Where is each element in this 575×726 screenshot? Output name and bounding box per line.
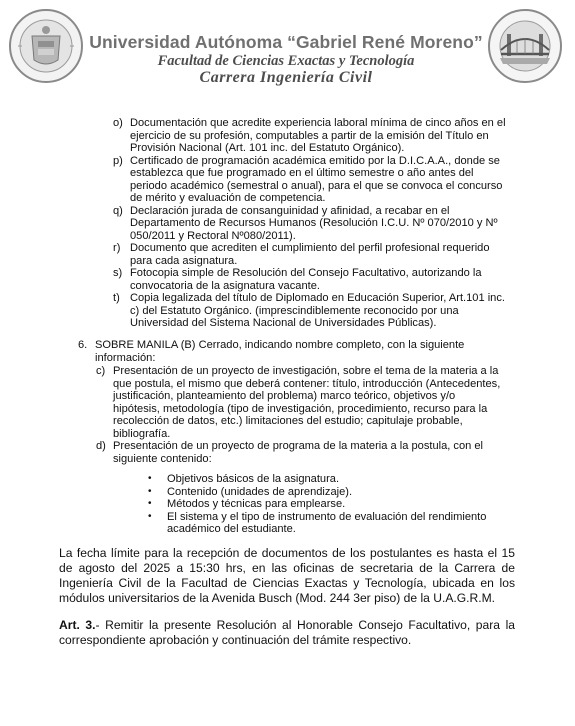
requirement-item (113, 155, 503, 205)
requirement-text-line: establezca que fue programado en el último semestre o año antes del (130, 167, 474, 179)
article-3-paragraph (59, 618, 515, 648)
section-6-item (78, 339, 508, 364)
section-6-text-line: información: (95, 351, 156, 364)
program-content-label: • (148, 485, 152, 497)
requirement-text-line: Certificado de programación académica emitido por la D.I.C.A.A., donde se (130, 154, 500, 167)
program-contents-list (148, 473, 508, 536)
requirement-item (113, 242, 503, 267)
requirement-item (113, 292, 503, 330)
requirement-label: p) (113, 154, 123, 167)
program-content-label: • (148, 498, 152, 509)
program-content-item (148, 486, 508, 499)
envelope-b-text-line: recolección de datos, etc.) limitaciones del estudio; capitulaje probable, (113, 415, 463, 427)
career-name: Carrera Ingeniería Civil (199, 69, 373, 86)
requirement-text-line: Declaración jurada de consanguinidad y afinidad, a recabar en el (130, 204, 450, 217)
deadline-paragraph-line: módulos universitarios de la Avenida Busch (Mod. 244 3er piso) de la U.A.G.R.M. (59, 591, 496, 605)
university-name: Universidad Autónoma “Gabriel René Moreno” (89, 32, 483, 52)
requirement-item (113, 267, 503, 292)
requirement-label: r) (113, 242, 121, 254)
program-content-item (148, 473, 508, 486)
requirement-label: t) (113, 292, 120, 304)
envelope-b-text-line: justificación, planteamiento del problema) marco teórico, objetivos y/o (113, 390, 456, 402)
article-3-line-2: correspondiente aprobación y continuación del trámite respectivo. (59, 633, 412, 647)
requirement-text-line: Provisión Nacional (Art. 101 inc. del Estatuto Orgánico). (130, 142, 405, 154)
article-3-line-1 (59, 618, 515, 633)
program-content-text-line: El sistema y el tipo de instrumento de evaluación del rendimiento (167, 510, 487, 523)
requirement-item (113, 117, 506, 155)
requirement-text-line: c) del Estatuto Orgánico. (imprescindiblemente reconocido por una (130, 304, 459, 317)
envelope-b-text-line: siguiente contenido: (113, 452, 212, 465)
program-content-text-line: Métodos y técnicas para emplearse. (167, 498, 346, 510)
faculty-name: Facultad de Ciencias Exactas y Tecnología (157, 53, 415, 69)
requirement-text-line: para cada asignatura. (130, 254, 238, 267)
requirement-text-line: de mérito y evaluación de competencia. (130, 192, 326, 204)
envelope-b-text-line: que postula, el mismo que deberá contener: título, introducción (Antecedentes, (113, 377, 501, 390)
requirement-text-line: Departamento de Recursos Humanos (Resolución I.C.U. Nº 070/2010 y Nº (130, 217, 498, 229)
requirement-text-line: Fotocopia simple de Resolución del Consejo Facultativo, autorizando la (130, 267, 482, 279)
program-content-item (148, 498, 508, 511)
envelope-b-item (96, 440, 506, 465)
requirements-list (113, 117, 506, 330)
requirement-text-line: Universidad del Sistema Nacional de Universidades Públicas). (130, 317, 437, 329)
requirement-text-line: periodo académico (semestral o anual), para el que se convoca el concurso (130, 179, 503, 192)
envelope-b-list (96, 365, 506, 465)
envelope-b-text-line: Presentación de un proyecto de investigación, sobre el tema de la materia a la (113, 365, 499, 377)
requirement-text-line: convocatoria de la asignatura vacante. (130, 279, 320, 292)
requirement-label: o) (113, 117, 123, 129)
program-content-label: • (148, 510, 152, 522)
deadline-paragraph (59, 546, 515, 606)
envelope-b-text-line: hipótesis, metodología (tipo de investigación, procedimiento, recurso para la (113, 402, 488, 415)
program-content-item (148, 511, 508, 536)
deadline-paragraph-line: Ingeniería Civil de la Facultad de Ciencias Exactas y Tecnología, ubicada en los (59, 576, 515, 590)
requirement-text-line: Documentación que acredite experiencia laboral mínima de cinco años en el (130, 117, 506, 129)
section-6-number: 6. (78, 339, 88, 351)
section-6 (78, 339, 508, 364)
requirement-text-line: Copia legalizada del título de Diplomado en Educación Superior, Art.101 inc. (130, 292, 505, 304)
article-3-text-1: - Remitir la presente Resolución al Honorable Consejo Facultativo, para la (95, 618, 515, 632)
requirement-label: q) (113, 204, 123, 217)
requirement-item (113, 205, 503, 243)
requirement-text-line: 050/2011 y Rectoral Nº080/2011). (130, 229, 296, 242)
program-content-text-line: Contenido (unidades de aprendizaje). (167, 485, 353, 498)
requirement-label: s) (113, 267, 123, 279)
envelope-b-text-line: Presentación de un proyecto de programa de la materia a la postula, con el (113, 440, 484, 452)
university-seal-logo (8, 8, 84, 84)
program-content-label: • (148, 473, 152, 484)
envelope-b-item (96, 365, 506, 440)
article-3-heading: Art. 3. (59, 618, 96, 632)
requirement-text-line: Documento que acrediten el cumplimiento del perfil profesional requerido (130, 242, 490, 254)
envelope-b-label: d) (96, 440, 106, 452)
career-seal-logo (487, 8, 563, 84)
section-6-text-line: SOBRE MANILA (B) Cerrado, indicando nombre completo, con la siguiente (95, 339, 465, 351)
deadline-paragraph-line: La fecha límite para la recepción de documentos de los postulantes es hasta el 15 (59, 546, 515, 560)
deadline-paragraph-line: de agosto del 2025 a 15:30 hrs, en las oficinas de secretaria de la Carrera de (59, 561, 515, 575)
requirement-text-line: ejercicio de su profesión, computables a partir de la emisión del Título en (130, 129, 489, 142)
envelope-b-text-line: bibliografía. (113, 427, 171, 440)
program-content-text-line: Objetivos básicos de la asignatura. (167, 473, 340, 485)
envelope-b-label: c) (96, 365, 106, 377)
program-content-text-line: académico del estudiante. (167, 523, 296, 535)
